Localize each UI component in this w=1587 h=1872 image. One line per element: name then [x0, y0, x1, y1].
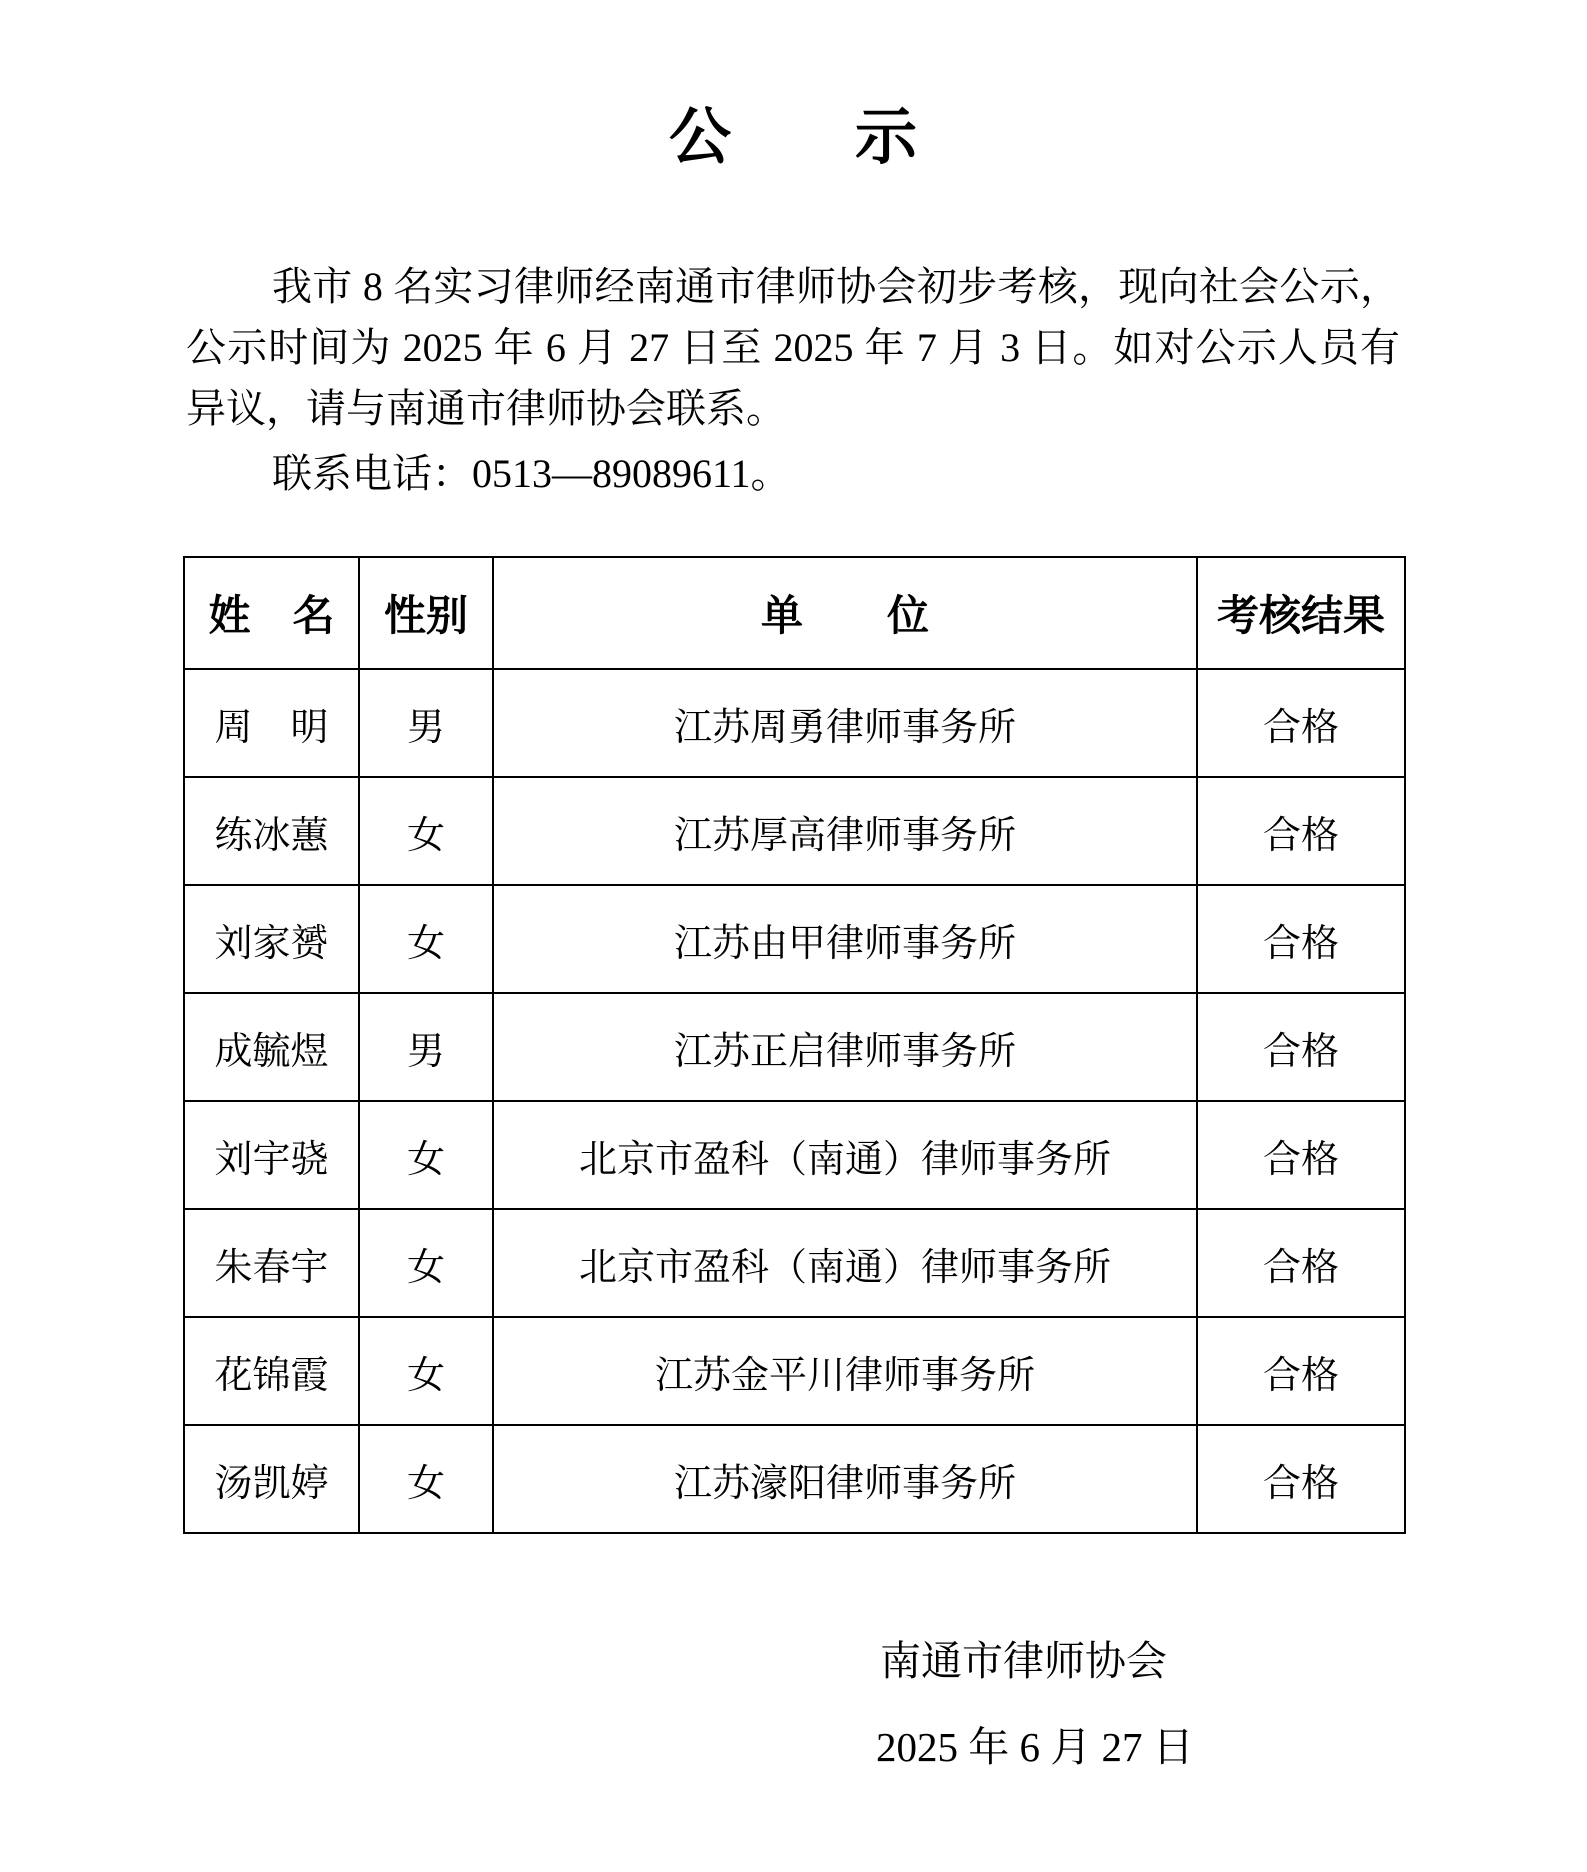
header-name: 姓 名 [184, 557, 359, 669]
result-cell: 合格 [1197, 1317, 1405, 1425]
result-cell: 合格 [1197, 1101, 1405, 1209]
result-cell: 合格 [1197, 1425, 1405, 1533]
gender-cell: 女 [359, 777, 493, 885]
gender-cell: 男 [359, 669, 493, 777]
unit-cell: 江苏厚高律师事务所 [493, 777, 1197, 885]
gender-cell: 女 [359, 1101, 493, 1209]
name-cell: 花锦霞 [184, 1317, 359, 1425]
unit-cell: 江苏濠阳律师事务所 [493, 1425, 1197, 1533]
signature-organization: 南通市律师协会 [880, 1638, 1167, 1684]
table-row [184, 777, 1405, 885]
name-cell: 成毓煜 [184, 993, 359, 1101]
table-row [184, 1425, 1405, 1533]
header-gender: 性别 [359, 557, 493, 669]
table-row [184, 1209, 1405, 1317]
unit-cell: 江苏周勇律师事务所 [493, 669, 1197, 777]
intro-paragraph: 我市 8 名实习律师经南通市律师协会初步考核，现向社会公示，公示时间为 2025 年 6 月 27 日至 2025 年 7 月 3 日。如对公示人员有异议，请与南通市律师协会联系。 [186, 264, 1400, 431]
gender-cell: 女 [359, 885, 493, 993]
table-row [184, 669, 1405, 777]
name-cell: 刘家赟 [184, 885, 359, 993]
gender-cell: 女 [359, 1209, 493, 1317]
table-row [184, 1101, 1405, 1209]
header-result: 考核结果 [1197, 557, 1405, 669]
table-row [184, 1317, 1405, 1425]
name-cell: 汤凯婷 [184, 1425, 359, 1533]
name-cell: 周 明 [184, 669, 359, 777]
result-cell: 合格 [1197, 777, 1405, 885]
unit-cell: 北京市盈科（南通）律师事务所 [493, 1209, 1197, 1317]
name-cell: 练冰蕙 [184, 777, 359, 885]
table-row [184, 993, 1405, 1101]
unit-cell: 江苏由甲律师事务所 [493, 885, 1197, 993]
result-cell: 合格 [1197, 1209, 1405, 1317]
gender-cell: 女 [359, 1317, 493, 1425]
signature-date: 2025 年 6 月 27 日 [876, 1724, 1194, 1770]
name-cell: 刘宇骁 [184, 1101, 359, 1209]
header-unit: 单 位 [493, 557, 1197, 669]
assessment-results-table [183, 556, 1406, 1534]
table-header-row [184, 557, 1405, 669]
unit-cell: 江苏正启律师事务所 [493, 993, 1197, 1101]
name-cell: 朱春宇 [184, 1209, 359, 1317]
unit-cell: 江苏金平川律师事务所 [493, 1317, 1197, 1425]
table-row [184, 885, 1405, 993]
unit-cell: 北京市盈科（南通）律师事务所 [493, 1101, 1197, 1209]
gender-cell: 男 [359, 993, 493, 1101]
page-title: 公 示 [668, 104, 917, 172]
result-cell: 合格 [1197, 885, 1405, 993]
result-cell: 合格 [1197, 669, 1405, 777]
result-cell: 合格 [1197, 993, 1405, 1101]
contact-phone-line: 联系电话：0513—89089611。 [272, 451, 791, 496]
gender-cell: 女 [359, 1425, 493, 1533]
